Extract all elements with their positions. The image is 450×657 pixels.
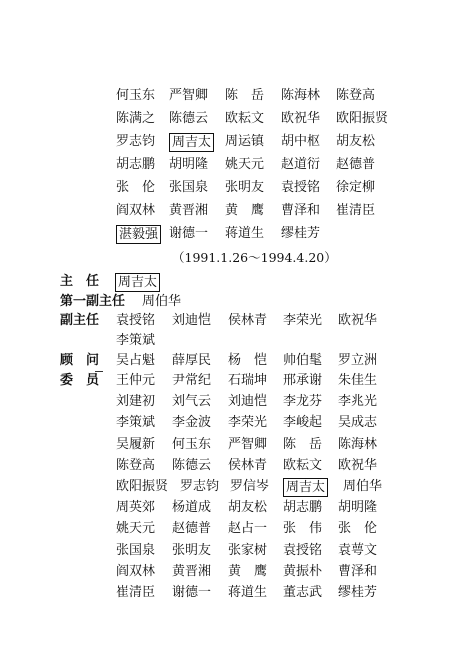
person-name: 陈德云 [169, 111, 209, 126]
person-name: 袁授铭 [116, 313, 156, 328]
person-name: 罗志钧 [116, 134, 156, 149]
person-name: 谢德一 [172, 585, 212, 600]
person-name: 薛厚民 [172, 353, 212, 368]
person-name: 周吉太 [169, 133, 214, 152]
person-name: 陈海林 [338, 436, 378, 452]
person-name: 缪桂芳 [338, 585, 378, 600]
person-name: 黄振朴 [283, 563, 323, 579]
person-name: 崔清臣 [116, 585, 156, 600]
person-name: 吴成志 [338, 415, 378, 431]
person-name: 王仲元 [116, 373, 156, 388]
person-name: 罗立洲 [338, 353, 378, 368]
person-name: 周伯华 [343, 479, 383, 494]
person-name: 张 伟 [283, 521, 323, 537]
person-name: 阎双林 [116, 563, 156, 579]
person-name: 胡明隆 [338, 500, 378, 516]
person-name: 姚天元 [116, 521, 156, 537]
person-name: 谢德一 [169, 226, 209, 241]
person-name: 李金波 [172, 415, 212, 431]
person-name: 周吉太 [283, 478, 328, 497]
person-name: 董志武 [283, 585, 323, 600]
person-name: 张 伦 [338, 521, 378, 537]
person-name: 欧祝华 [338, 313, 378, 328]
person-name: 罗志钧 [180, 479, 220, 494]
person-name: 李策斌 [116, 333, 156, 348]
person-name: 陈 岳 [225, 88, 265, 103]
person-name: 石瑞坤 [228, 373, 268, 388]
person-name: 黄 鹰 [228, 563, 268, 579]
person-name: 欧阳振贤 [116, 479, 169, 494]
person-name: 胡友松 [336, 134, 376, 149]
person-name: 湛毅强 [116, 225, 161, 244]
person-name: 刘迪恺 [228, 394, 268, 410]
person-name: 胡志鹏 [116, 157, 156, 172]
person-name: 李荣光 [283, 313, 323, 328]
person-name: 刘建初 [116, 394, 156, 410]
person-name: 陈 岳 [283, 436, 323, 452]
person-name: 蒋道生 [225, 226, 265, 241]
person-name: 陈满之 [116, 111, 156, 126]
person-name: 何玉东 [172, 436, 212, 452]
person-name: 帅伯髦 [283, 353, 323, 368]
vice-label: 副主任 [60, 313, 100, 328]
person-name: 李兆光 [338, 394, 378, 410]
person-name: 刘气云 [172, 394, 212, 410]
person-name: 邢承谢 [283, 373, 323, 388]
person-name: 张明友 [172, 542, 212, 558]
person-name: 张明友 [225, 180, 265, 195]
person-name: 侯林青 [228, 457, 268, 473]
person-name: 黄晋湘 [169, 203, 209, 218]
person-name: 袁授铭 [283, 542, 323, 558]
person-name: 阎双林 [116, 203, 156, 218]
person-name: 缪桂芳 [281, 226, 321, 241]
person-name: 何玉东 [116, 88, 156, 103]
person-name: 胡志鹏 [283, 500, 323, 516]
person-name: 蒋道生 [228, 585, 268, 600]
person-name: 胡友松 [228, 500, 268, 516]
person-name: 张家树 [228, 542, 268, 558]
person-name: 袁萼文 [338, 542, 378, 558]
person-name: 欧阳振贤 [336, 111, 389, 126]
person-name: 严智卿 [228, 436, 268, 452]
dash-mark [95, 371, 103, 372]
person-name: 吴履新 [116, 436, 156, 452]
person-name: 陈德云 [172, 457, 212, 473]
person-name: 陈海林 [281, 88, 321, 103]
person-name: 侯林青 [228, 313, 268, 328]
person-name: 张国泉 [169, 180, 209, 195]
person-name: 黄 鹰 [225, 203, 265, 218]
person-name: 刘迪恺 [172, 313, 212, 328]
person-name: 张 伦 [116, 180, 156, 195]
person-name: 姚天元 [225, 157, 265, 172]
person-name: 周英郊 [116, 500, 156, 516]
person-name: 欧祝华 [281, 111, 321, 126]
person-name: 袁授铭 [281, 180, 321, 195]
person-name: 朱佳生 [338, 373, 378, 388]
first-vice-name: 周伯华 [142, 294, 182, 309]
person-name: 黄晋湘 [172, 563, 212, 579]
person-name: 严智卿 [169, 88, 209, 103]
advisor-label: 顾 问 [60, 353, 100, 368]
first-vice-label: 第一副主任 [60, 294, 126, 309]
person-name: 曹泽和 [281, 203, 321, 218]
person-name: 罗信岑 [230, 479, 270, 494]
person-name: 张国泉 [116, 542, 156, 558]
person-name: 杨 恺 [228, 353, 268, 368]
person-name: 赵道衍 [281, 157, 321, 172]
person-name: 胡明隆 [169, 157, 209, 172]
chair-label: 主 任 [60, 274, 100, 289]
person-name: 曹泽和 [338, 563, 378, 579]
person-name: 徐定柳 [336, 180, 376, 195]
person-name: 李峻起 [283, 415, 323, 431]
person-name: 崔清臣 [336, 203, 376, 218]
person-name: 尹常纪 [172, 373, 212, 388]
person-name: 赵德普 [172, 521, 212, 537]
person-name: 李荣光 [228, 415, 268, 431]
person-name: 赵占一 [228, 521, 268, 537]
person-name: 李策斌 [116, 415, 156, 431]
person-name: 陈登高 [336, 88, 376, 103]
person-name: 欧祝华 [338, 457, 378, 473]
date-range: （1991.1.26～1994.4.20） [172, 250, 337, 265]
person-name: 吴占魁 [116, 353, 156, 368]
person-name: 陈登高 [116, 457, 156, 473]
person-name: 赵德普 [336, 157, 376, 172]
person-name: 欧耘文 [283, 457, 323, 473]
person-name: 胡中枢 [281, 134, 321, 149]
person-name: 周运镇 [225, 134, 265, 149]
person-name: 杨道成 [172, 500, 212, 516]
chair-name: 周吉太 [115, 273, 160, 292]
person-name: 李龙芬 [283, 394, 323, 410]
member-label: 委 员 [60, 373, 100, 388]
person-name: 欧耘文 [225, 111, 265, 126]
